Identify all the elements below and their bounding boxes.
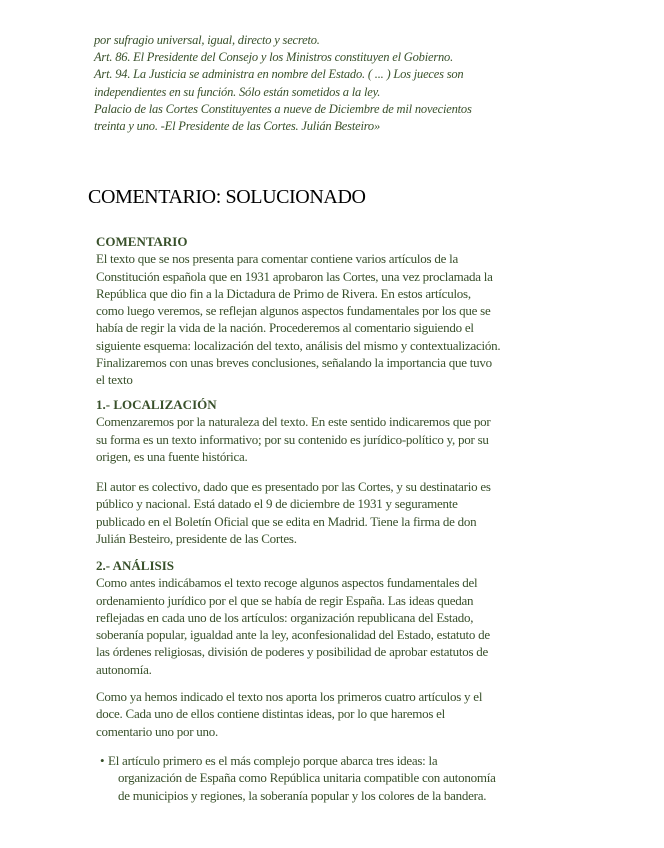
text-line: autonomía. xyxy=(96,661,152,677)
list-item xyxy=(100,752,580,804)
quote-line: Palacio de las Cortes Constituyentes a nueve de Diciembre de mil novecientos xyxy=(94,101,472,116)
text-line: siguiente esquema: localización del texto, análisis del mismo y contextualización. xyxy=(96,337,501,353)
text-line: origen, es una fuente histórica. xyxy=(96,448,248,464)
text-line: había de regir la vida de la nación. Procederemos al comentario siguiendo el xyxy=(96,320,474,336)
text-line: Finalizaremos con unas breves conclusiones, señalando la importancia que tuvo xyxy=(96,355,492,371)
text-line: doce. Cada uno de ellos contiene distintas ideas, por lo que haremos el xyxy=(96,706,446,722)
bullet-marker: • xyxy=(100,753,105,768)
section-title: COMENTARIO xyxy=(96,234,188,249)
comentario-section xyxy=(96,233,576,389)
text-line: publicado en el Boletín Oficial que se edita en Madrid. Tiene la firma de don xyxy=(96,513,477,529)
text-line: su forma es un texto informativo; por su contenido es jurídico-político y, por su xyxy=(96,431,489,447)
text-line: Como antes indicábamos el texto recoge algunos aspectos fundamentales del xyxy=(96,575,478,591)
text-line: República que dio fin a la Dictadura de Primo de Rivera. En estos artículos, xyxy=(96,285,471,301)
text-line: el texto xyxy=(96,372,133,388)
text-line: de municipios y regiones, la soberanía popular y los colores de la bandera. xyxy=(118,787,487,803)
section-title: 1.- LOCALIZACIÓN xyxy=(96,397,217,412)
text-line: como luego veremos, se reflejan algunos aspectos fundamentales por los que se xyxy=(96,303,491,319)
quote-line: independientes en su función. Sólo están sometidos a la ley. xyxy=(94,84,381,99)
text-line: ordenamiento jurídico por el que se había de regir España. Las ideas quedan xyxy=(96,592,474,608)
quote-line: por sufragio universal, igual, directo y secreto. xyxy=(94,33,320,47)
section-title: 2.- ANÁLISIS xyxy=(96,558,175,573)
text-line: reflejadas en cada uno de los artículos: organización republicana del Estado, xyxy=(96,609,474,625)
text-line: El texto que se nos presenta para comentar contiene varios artículos de la xyxy=(96,251,458,267)
text-line: organización de España como República unitaria compatible con autonomía xyxy=(118,770,496,786)
quote-line: Art. 86. El Presidente del Consejo y los Ministros constituyen el Gobierno. xyxy=(94,50,454,65)
analisis-section xyxy=(96,557,576,678)
localizacion-paragraph-2 xyxy=(96,478,576,547)
page-title: COMENTARIO: SOLUCIONADO xyxy=(88,186,366,208)
text-line: Comenzaremos por la naturaleza del texto. En este sentido indicaremos que por xyxy=(96,414,491,430)
text-line: Como ya hemos indicado el texto nos aporta los primeros cuatro artículos y el xyxy=(96,689,483,704)
analisis-paragraph-2 xyxy=(96,688,576,740)
text-line: Constitución española que en 1931 aprobaron las Cortes, una vez proclamada la xyxy=(96,268,493,284)
text-line: las órdenes religiosas, división de poderes y posibilidad de aprobar estatutos de xyxy=(96,644,489,660)
text-line: soberanía popular, igualdad ante la ley, aconfesionalidad del Estado, estatuto de xyxy=(96,627,490,643)
text-line: El autor es colectivo, dado que es presentado por las Cortes, y su destinatario es xyxy=(96,479,491,494)
text-line: Julián Besteiro, presidente de las Cortes. xyxy=(96,530,297,546)
text-line: comentario uno por uno. xyxy=(96,723,219,739)
text-line: El artículo primero es el más complejo porque abarca tres ideas: la xyxy=(108,753,438,768)
text-line: público y nacional. Está datado el 9 de diciembre de 1931 y seguramente xyxy=(96,496,458,512)
quoted-constitution-text xyxy=(94,32,594,135)
quote-line: treinta y uno. -El Presidente de las Cortes. Julián Besteiro» xyxy=(94,119,381,134)
quote-line: Art. 94. La Justicia se administra en nombre del Estado. ( ... ) Los jueces son xyxy=(94,67,464,82)
localizacion-section xyxy=(96,396,576,465)
